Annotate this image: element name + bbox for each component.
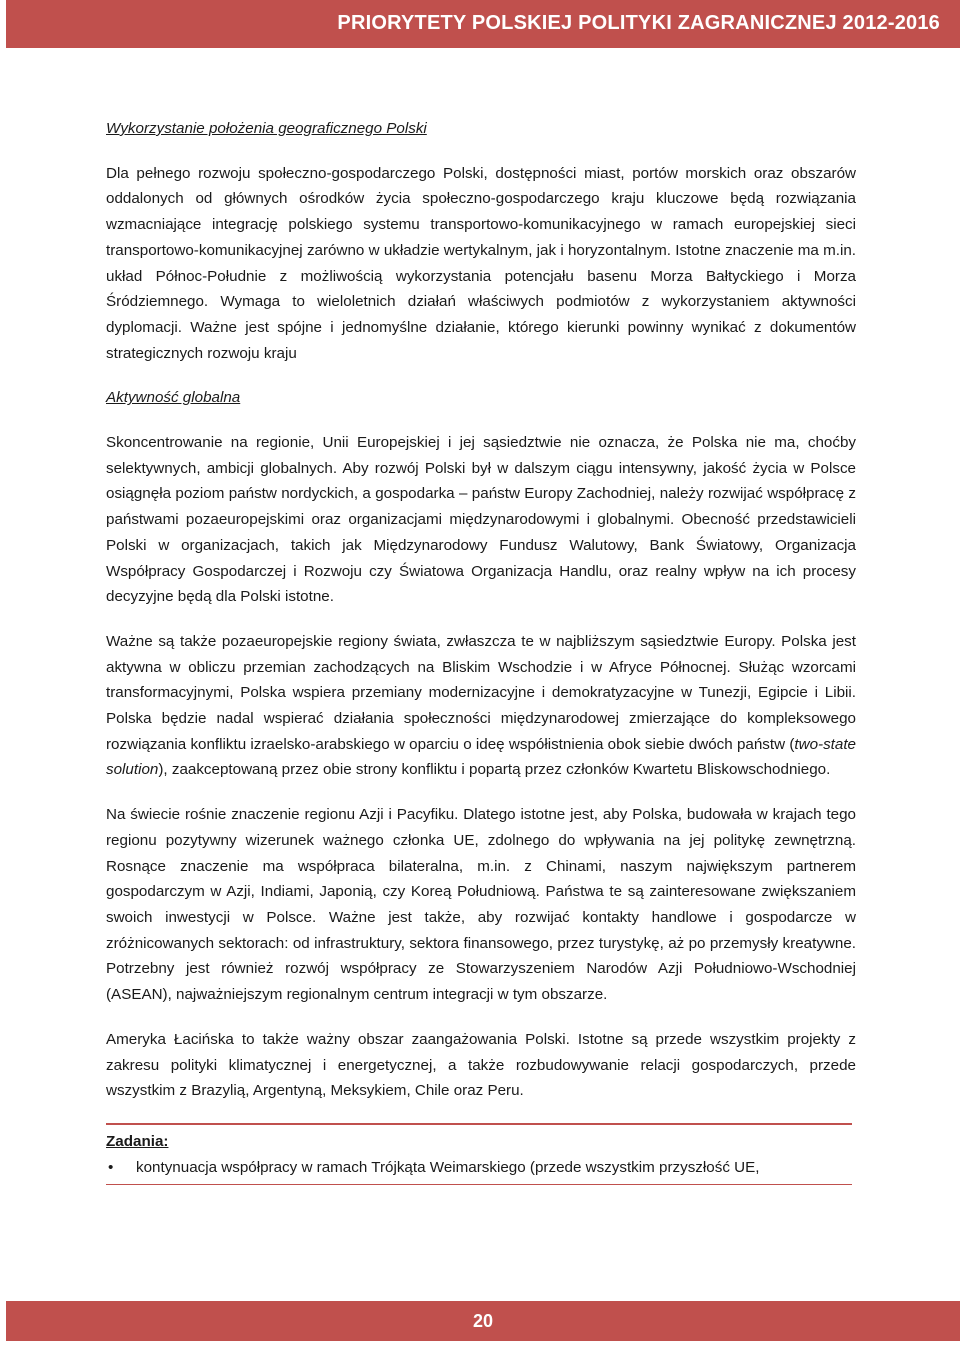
- page-header: [6, 0, 960, 48]
- section-heading-geography: Wykorzystanie położenia geograficznego Polski: [106, 120, 427, 137]
- middle-east-text-1: Ważne są także pozaeuropejskie regiony świata, zwłaszcza te w najbliższym sąsiedztwie Europy. Polska jest aktywna w obliczu przemian zachodzących na Bliskim Wschodzie i w Afryce Północnej. Służąc wzorcami transformacyjnymi, Polska wspiera przemiany modernizacyjne i demokratyzacyjne w Tunezji, Egipcie i Libii. Polska będzie nadal wspierać działania społeczności międzynarodowej zmierzające do kompleksowego rozwiązania konfliktu izraelsko-arabskiego w oparciu o ideę współistnienia obok siebie dwóch państw (: [106, 632, 856, 753]
- task-item-text: kontynuacja współpracy w ramach Trójkąta Weimarskiego (przede wszystkim przyszłość UE,: [136, 1158, 760, 1176]
- tasks-top-rule: [106, 1123, 852, 1125]
- tasks-list: [106, 1155, 856, 1181]
- paragraph-asia-pacific: Na świecie rośnie znaczenie regionu Azji i Pacyfiku. Dlatego istotne jest, aby Polska, budowała w krajach tego regionu pozytywny wizerunek ważnego członka UE, zdolnego do wpływania na jej politykę zewnętrzną. Rosnące znaczenie ma współpraca bilateralna, m.in. z Chinami, naszym największym partnerem gospodarczym w Azji, Indiami, Japonią, czy Koreą Południową. Państwa te są zainteresowane zwiększaniem swoich inwestycji w Polsce. Ważne jest także, aby rozwijać kontakty handlowe i gospodarcze w zróżnicowanych sektorach: od infrastruktury, sektora finansowego, przez turystykę, aż po przemysły kreatywne. Potrzebny jest również rozwój współpracy ze Stowarzyszeniem Narodów Azji Południowo-Wschodniej (ASEAN), najważniejszym regionalnym centrum integracji w tym obszarze.: [106, 806, 856, 1004]
- tasks-bottom-rule: [106, 1184, 852, 1185]
- page-footer: [6, 1301, 960, 1341]
- section-heading-global: Aktywność globalna: [106, 389, 241, 407]
- header-title: PRIORYTETY POLSKIEJ POLITYKI ZAGRANICZNEJ 2012-2016: [337, 12, 940, 34]
- page-number: 20: [472, 1311, 494, 1331]
- task-item: [106, 1155, 856, 1181]
- paragraph-global-ambitions: Skoncentrowanie na regionie, Unii Europejskiej i jej sąsiedztwie nie oznacza, że Polska nie ma, choćby selektywnych, ambicji globalnych. Aby rozwój Polski był w dalszym ciągu intensywny, jakość życia w Polsce osiągnęła poziom państw nordyckich, a gospodarka – państw Europy Zachodniej, należy rozwijać współpracę z państwami pozaeuropejskimi oraz organizacjami międzynarodowymi i globalnymi. Obecność przedstawicieli Polski w organizacjach, takich jak Międzynarodowy Fundusz Walutowy, Bank Światowy, Organizacja Współpracy Gospodarczej i Rozwoju czy Światowa Organizacja Handlu, oraz realny wpływ na ich procesy decyzyjne będą dla Polski istotne.: [106, 434, 856, 606]
- two-state-solution-term: two-state solution: [106, 735, 856, 779]
- tasks-heading: Zadania:: [106, 1132, 169, 1150]
- paragraph-latin-america: Ameryka Łacińska to także ważny obszar zaangażowania Polski. Istotne są przede wszystkim projekty z zakresu polityki klimatycznej i energetycznej, a także rozbudowywanie relacji gospodarczych, przede wszystkim z Brazylią, Argentyną, Meksykiem, Chile oraz Peru.: [106, 1030, 856, 1100]
- document-body: [106, 116, 856, 1185]
- paragraph-middle-east: [106, 629, 856, 783]
- bullet-icon: •: [108, 1158, 114, 1176]
- paragraph-geography: Dla pełnego rozwoju społeczno-gospodarczego Polski, dostępności miast, portów morskich oraz obszarów oddalonych od głównych ośrodków życia społeczno-gospodarczego kraju kluczowe będą rozwiązania wzmacniające integrację polskiego systemu transportowo-komunikacyjnego w ramach europejskiej sieci transportowo-komunikacyjnej zarówno w układzie wertykalnym, jak i horyzontalnym. Istotne znaczenie ma m.in. układ Północ-Południe z możliwością wykorzystania potencjału basenu Morza Bałtyckiego i Morza Śródziemnego. Wymaga to wieloletnich działań właściwych podmiotów z wykorzystaniem aktywności dyplomacji. Ważne jest spójne i jednomyślne działanie, którego kierunki powinny wynikać z dokumentów strategicznych rozwoju kraju: [106, 164, 856, 362]
- middle-east-text-2: ), zaakceptowaną przez obie strony konfliktu i popartą przez członków Kwartetu Bliskowschodniego.: [158, 761, 831, 779]
